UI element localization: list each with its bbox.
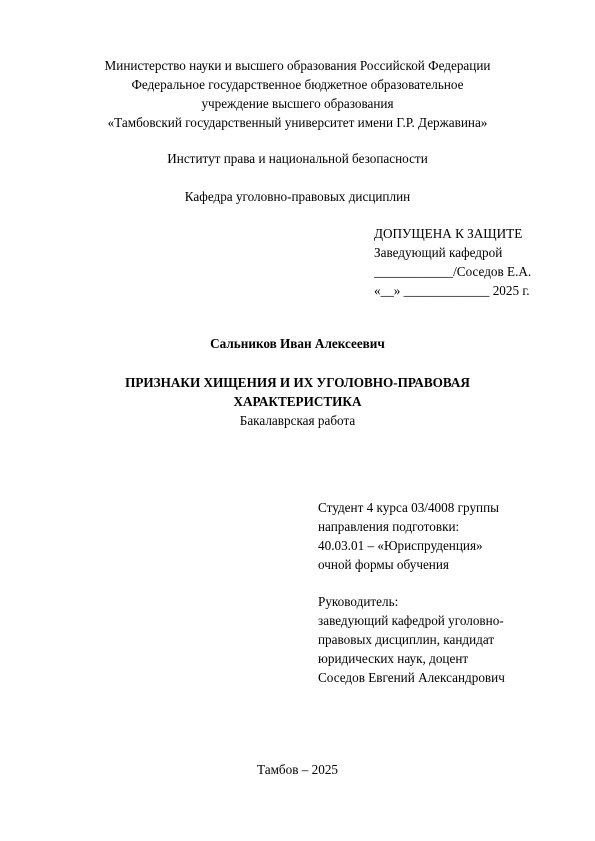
- approval-heading: ДОПУЩЕНА К ЗАЩИТЕ: [374, 226, 523, 241]
- city-year: Тамбов – 2025: [256, 762, 339, 777]
- author-name: Сальников Иван Алексеевич: [210, 336, 385, 351]
- student-info: [318, 498, 499, 574]
- institute-name: Институт права и национальной безопасности: [167, 151, 428, 166]
- ministry-line: Федеральное государственное бюджетное образовательное: [131, 77, 464, 92]
- student-line: направления подготовки:: [318, 519, 460, 534]
- supervisor-line: правовых дисциплин, кандидат: [318, 632, 495, 647]
- university-name: «Тамбовский государственный университет имени Г.Р. Державина»: [107, 115, 488, 130]
- supervisor-heading: Руководитель:: [318, 594, 399, 609]
- approval-position: Заведующий кафедрой: [374, 245, 503, 260]
- supervisor-info: [318, 592, 505, 687]
- supervisor-name: Соседов Евгений Александрович: [318, 670, 505, 685]
- work-title-line: ХАРАКТЕРИСТИКА: [233, 394, 362, 409]
- student-line: 40.03.01 – «Юриспруденция»: [318, 538, 483, 553]
- approval-date: «__» _____________ 2025 г.: [374, 283, 530, 298]
- student-line: очной формы обучения: [318, 557, 449, 572]
- work-title-line: ПРИЗНАКИ ХИЩЕНИЯ И ИХ УГОЛОВНО-ПРАВОВАЯ: [125, 375, 470, 390]
- supervisor-line: заведующий кафедрой уголовно-: [318, 613, 504, 628]
- work-title-block: [0, 373, 595, 430]
- student-line: Студент 4 курса 03/4008 группы: [318, 500, 500, 515]
- supervisor-line: юридических наук, доцент: [318, 651, 469, 666]
- ministry-line: Министерство науки и высшего образования Российской Федерации: [104, 58, 491, 73]
- approval-signature: ____________/Соседов Е.А.: [374, 264, 532, 279]
- work-type: Бакалаврская работа: [239, 413, 356, 428]
- ministry-line: учреждение высшего образования: [201, 96, 394, 111]
- ministry-header: [0, 56, 595, 132]
- approval-block: [374, 224, 531, 300]
- department-name: Кафедра уголовно-правовых дисциплин: [184, 189, 411, 204]
